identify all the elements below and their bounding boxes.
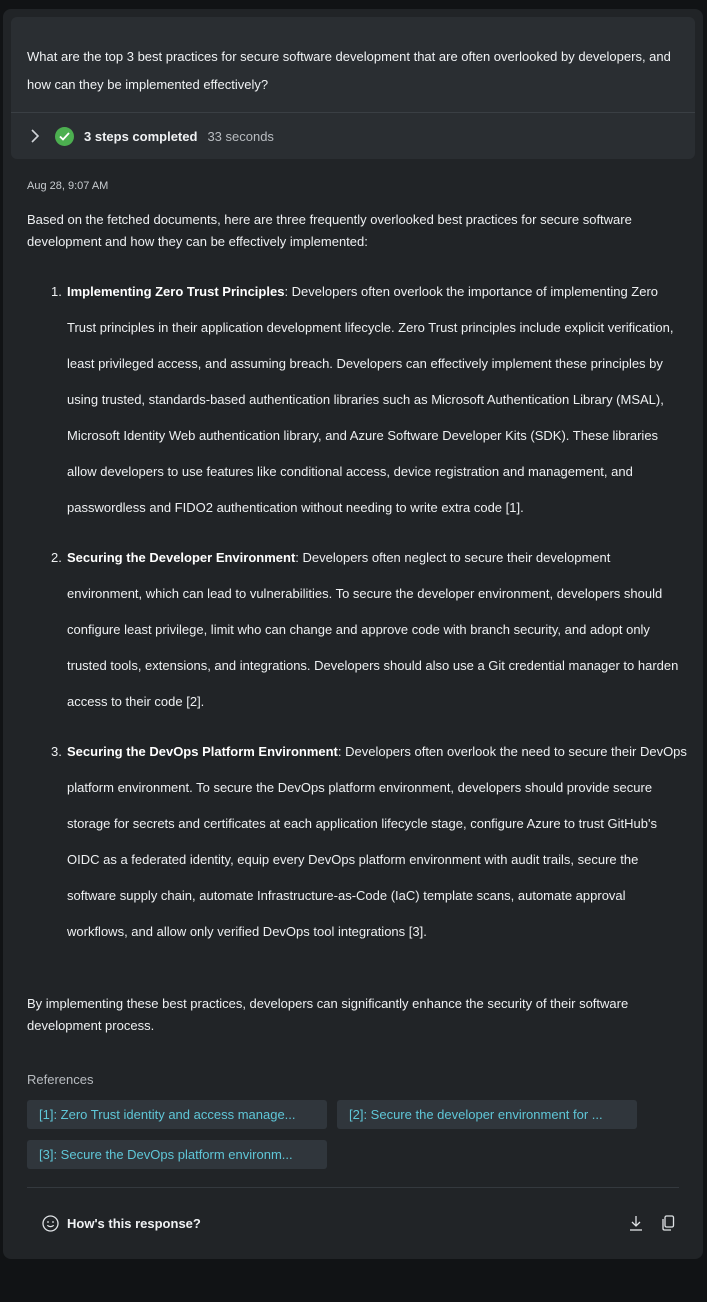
steps-duration: 33 seconds: [207, 128, 274, 144]
references-title: References: [27, 1072, 94, 1087]
list-item: [51, 274, 687, 526]
download-icon[interactable]: [625, 1212, 647, 1234]
response-card: [3, 9, 703, 1259]
reference-link-2[interactable]: [2]: Secure the developer environment for ...: [337, 1100, 637, 1129]
practice-list: [51, 274, 687, 950]
feedback-bar: [27, 1205, 679, 1241]
response-outro: By implementing these best practices, developers can significantly enhance the security of their software development process.: [27, 996, 629, 1033]
question-text: What are the top 3 best practices for secure software development that are often overlooked by developers, and how can they be implemented effectively?: [27, 49, 671, 92]
question-box: [11, 17, 695, 159]
list-item: [51, 734, 687, 950]
reference-link-3[interactable]: [3]: Secure the DevOps platform environm...: [27, 1140, 327, 1169]
copy-icon[interactable]: [657, 1212, 679, 1234]
list-number: 1.: [51, 284, 62, 299]
item-text: : Developers often overlook the need to secure their DevOps platform environment. To secure the DevOps platform environment, developers should provide secure storage for secrets and certificates at each application lifecycle stage, configure Azure to trust GitHub's OIDC as a federated identity, equip every DevOps platform environment with audit trails, secure the software supply chain, automate Infrastructure-as-Code (IaC) template scans, automate approval workflows, and allow only verified DevOps tool integrations [3].: [67, 744, 687, 939]
item-text: : Developers often overlook the importance of implementing Zero Trust principles in their application development lifecycle. Zero Trust principles include explicit verification, least privileged access, and assuming breach. Developers can effectively implement these principles by using trusted, standards-based authentication libraries such as Microsoft Authentication Library (MSAL), Microsoft Identity Web authentication library, and Azure Software Developer Kits (SDK). These libraries allow developers to use features like conditional access, device registration and management, and passwordless and FIDO2 authentication without needing to write extra code [1].: [67, 284, 674, 515]
check-circle-icon: [55, 127, 74, 146]
item-title: Implementing Zero Trust Principles: [67, 284, 285, 299]
divider: [27, 1187, 679, 1188]
reference-link-1[interactable]: [1]: Zero Trust identity and access manage...: [27, 1100, 327, 1129]
item-text: : Developers often neglect to secure their development environment, which can lead to vulnerabilities. To secure the developer environment, developers should configure least privilege, limit who can change and approve code with branch security, and adopt only trusted tools, extensions, and integrations. Developers should also use a Git credential manager to harden access to their code [2].: [67, 550, 679, 709]
item-title: Securing the Developer Environment: [67, 550, 296, 565]
list-number: 3.: [51, 744, 62, 759]
steps-row[interactable]: [11, 113, 695, 159]
response-intro: Based on the fetched documents, here are three frequently overlooked best practices for secure software development and how they can be effectively implemented:: [27, 212, 632, 249]
item-title: Securing the DevOps Platform Environment: [67, 744, 338, 759]
steps-label: 3 steps completed: [84, 128, 198, 144]
list-item: [51, 540, 687, 720]
list-number: 2.: [51, 550, 62, 565]
timestamp: Aug 28, 9:07 AM: [27, 180, 109, 192]
chevron-right-icon[interactable]: [25, 126, 45, 146]
feedback-label[interactable]: How's this response?: [67, 1215, 201, 1231]
smiley-icon[interactable]: [41, 1214, 59, 1232]
